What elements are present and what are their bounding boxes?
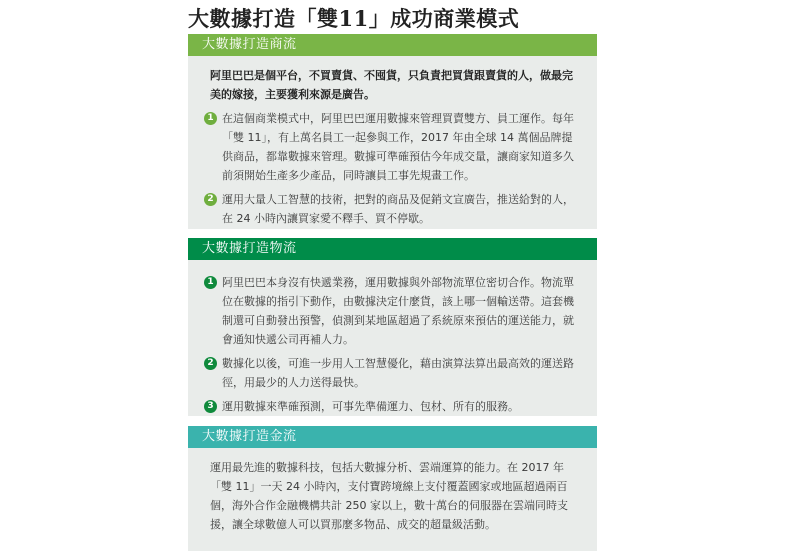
logistics-item-3 — [204, 397, 581, 416]
number-1-icon: 1 — [204, 112, 217, 125]
logistics-item-3-text: 運用數據來準確預測，可事先準備運力、包材、所有的服務。 — [222, 400, 519, 413]
number-1-icon: 1 — [204, 276, 217, 289]
number-3-icon: 3 — [204, 400, 217, 413]
commerce-item-2-text: 運用大量人工智慧的技術，把對的商品及促銷文宣廣告，推送給對的人，在 24 小時內讓買家愛不釋手、買不停歇。 — [222, 193, 574, 225]
finance-heading: 大數據打造金流 — [188, 426, 597, 448]
logistics-item-2 — [204, 354, 581, 392]
page-title: 大數據打造「雙11」成功商業模式 — [188, 6, 520, 31]
finance-panel — [188, 426, 597, 551]
number-2-icon: 2 — [204, 193, 217, 206]
commerce-body — [188, 56, 597, 228]
logistics-body — [188, 260, 597, 416]
number-2-icon: 2 — [204, 357, 217, 370]
logistics-panel — [188, 238, 597, 416]
finance-body: 運用最先進的數據科技，包括大數據分析、雲端運算的能力。在 2017 年「雙 11」一天 24 小時內，支付寶跨境線上支付覆蓋國家或地區超過兩百個，海外合作金融機構共計 250 家以上，數十萬台的伺服器在雲端同時支援，讓全球數億人可以買那麼多物品、成交的超量級活動。 — [210, 461, 568, 531]
commerce-heading: 大數據打造商流 — [188, 34, 597, 56]
commerce-item-1 — [204, 109, 581, 185]
commerce-item-2 — [204, 190, 581, 228]
logistics-item-1-text: 阿里巴巴本身沒有快遞業務，運用數據與外部物流單位密切合作。物流單位在數據的指引下動作，由數據決定什麼貨，該上哪一個輸送帶。這套機制還可自動發出預警，偵測到某地區超過了系統原來預估的運送能力，就會通知快遞公司再補人力。 — [222, 276, 574, 346]
logistics-heading: 大數據打造物流 — [188, 238, 597, 260]
logistics-item-2-text: 數據化以後，可進一步用人工智慧優化，藉由演算法算出最高效的運送路徑，用最少的人力送得最快。 — [222, 357, 574, 389]
commerce-panel — [188, 34, 597, 229]
commerce-item-1-text: 在這個商業模式中，阿里巴巴運用數據來管理買賣雙方、員工運作。每年「雙 11」，有上萬名員工一起參與工作，2017 年由全球 14 萬個品牌提供商品，都靠數據來管理。數據可準確預估今年成交量，讓商家知道多久前須開始生產多少產品，同時讓員工事先規畫工作。 — [222, 112, 574, 182]
logistics-item-1 — [204, 273, 581, 349]
commerce-lead: 阿里巴巴是個平台，不買賣貨、不囤貨，只負責把買貨跟賣貨的人，做最完美的嫁接，主要獲利來源是廣告。 — [210, 69, 573, 101]
